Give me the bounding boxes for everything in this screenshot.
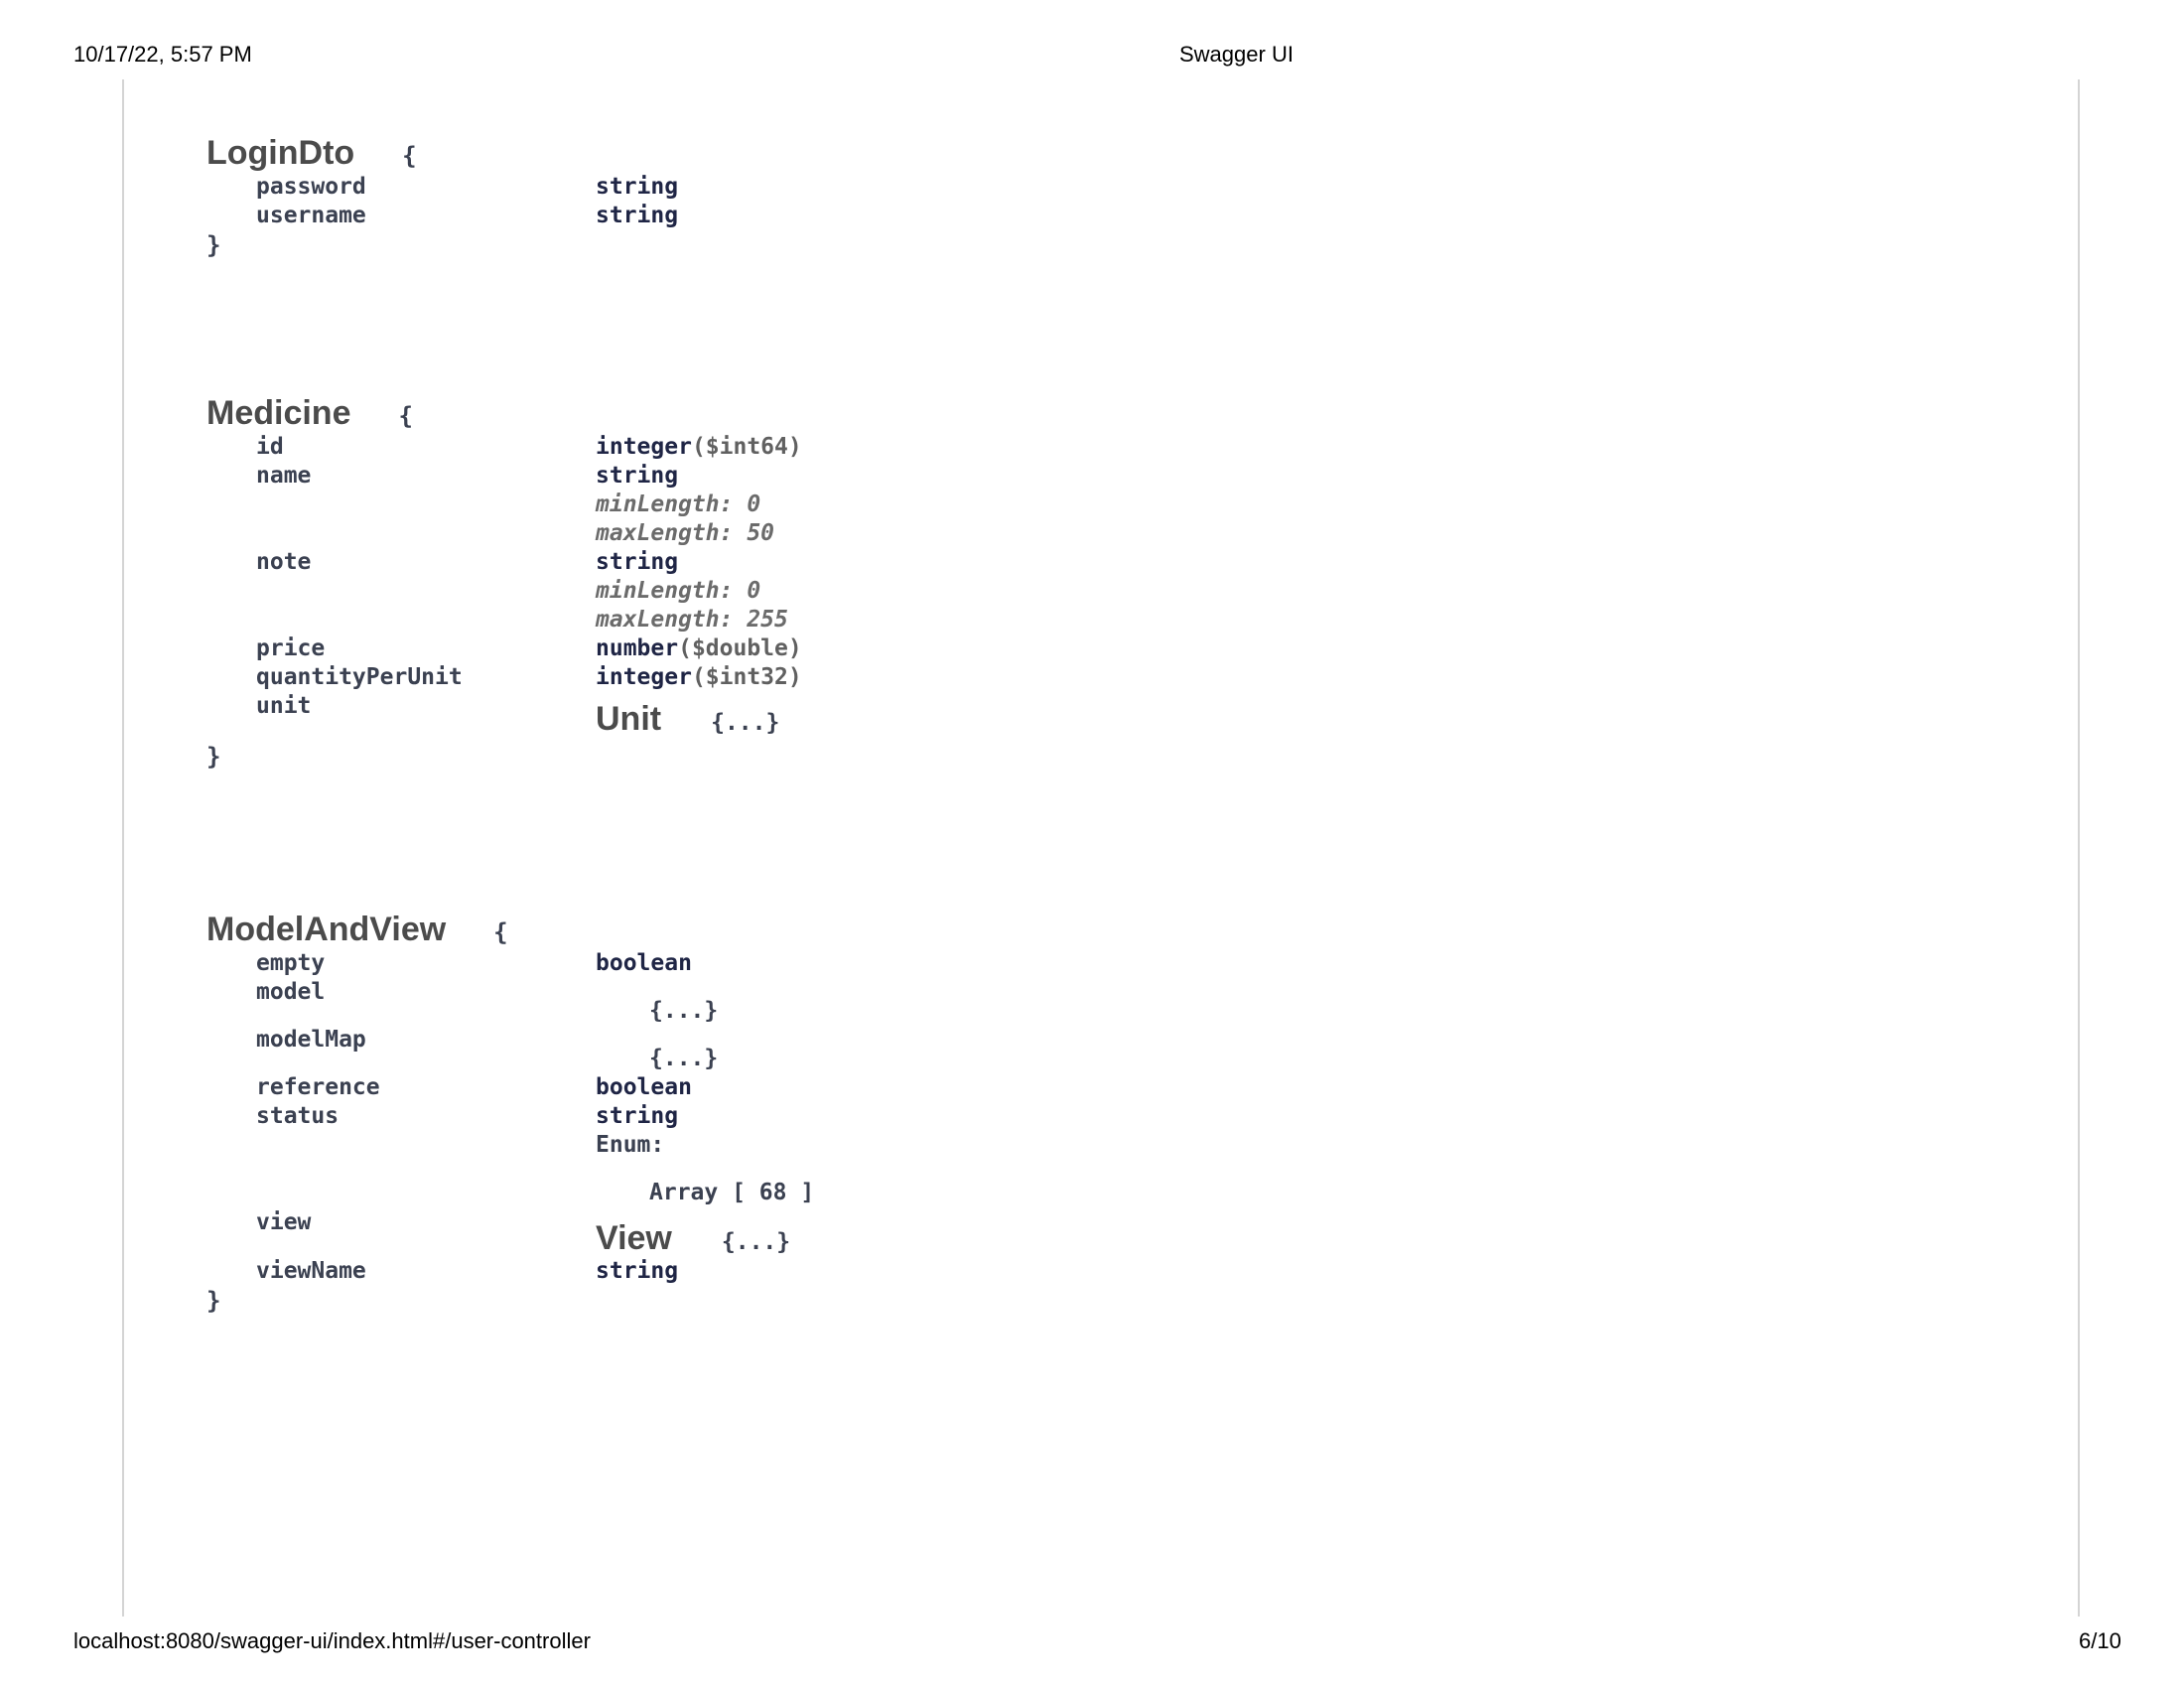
print-url: localhost:8080/swagger-ui/index.html#/user-controller bbox=[73, 1628, 591, 1653]
property-row-empty bbox=[206, 949, 814, 978]
print-page-number: 6/10 bbox=[2079, 1628, 2121, 1653]
left-divider bbox=[122, 79, 124, 1617]
property-name: modelMap bbox=[256, 1027, 366, 1053]
property-name: password bbox=[256, 174, 366, 200]
right-divider bbox=[2078, 79, 2080, 1617]
property-name: empty bbox=[256, 950, 326, 976]
property-row-note bbox=[206, 548, 802, 577]
close-brace: } bbox=[206, 231, 221, 259]
property-row bbox=[206, 173, 678, 202]
max-length: maxLength: 50 bbox=[596, 520, 775, 546]
property-name: view bbox=[256, 1209, 312, 1235]
expand-unit-toggle[interactable]: {...} bbox=[711, 710, 780, 736]
max-length: maxLength: 255 bbox=[596, 607, 788, 633]
expand-model-toggle[interactable]: {...} bbox=[649, 998, 719, 1024]
property-row-view bbox=[206, 1207, 814, 1257]
model-model-and-view[interactable] bbox=[206, 910, 814, 1316]
enum-label: Enum: bbox=[596, 1132, 665, 1158]
print-page-title: Swagger UI bbox=[1179, 42, 1294, 67]
model-medicine[interactable] bbox=[206, 393, 802, 772]
open-brace: { bbox=[493, 918, 508, 946]
property-name: unit bbox=[256, 693, 312, 719]
open-brace: { bbox=[402, 142, 417, 170]
property-row-quantity-per-unit bbox=[206, 663, 802, 692]
property-row-price bbox=[206, 634, 802, 663]
property-row-status bbox=[206, 1102, 814, 1131]
property-type: string bbox=[596, 549, 679, 575]
property-format: ($int32) bbox=[691, 664, 802, 690]
property-name: viewName bbox=[256, 1258, 366, 1284]
property-name: reference bbox=[256, 1074, 380, 1100]
property-name: model bbox=[256, 979, 326, 1005]
property-name: name bbox=[256, 463, 312, 489]
property-name: price bbox=[256, 635, 326, 661]
model-title[interactable]: ModelAndView bbox=[206, 911, 447, 948]
property-type: string bbox=[596, 174, 679, 200]
print-datetime: 10/17/22, 5:57 PM bbox=[73, 42, 252, 67]
property-row-model bbox=[206, 978, 814, 1026]
property-type: integer bbox=[596, 664, 692, 690]
property-row-model-map bbox=[206, 1026, 814, 1073]
property-name: username bbox=[256, 203, 366, 228]
min-length: minLength: 0 bbox=[596, 578, 761, 604]
property-type: integer bbox=[596, 434, 692, 460]
model-title[interactable]: LoginDto bbox=[206, 134, 355, 172]
property-type: string bbox=[596, 203, 679, 228]
property-type: boolean bbox=[596, 1074, 692, 1100]
enum-values-toggle[interactable]: Array [ 68 ] bbox=[649, 1180, 815, 1205]
expand-model-map-toggle[interactable]: {...} bbox=[649, 1046, 719, 1071]
property-type: number bbox=[596, 635, 679, 661]
model-title[interactable]: Medicine bbox=[206, 394, 351, 432]
property-type: string bbox=[596, 463, 679, 489]
min-length: minLength: 0 bbox=[596, 492, 761, 517]
expand-view-toggle[interactable]: {...} bbox=[721, 1229, 791, 1255]
property-type: string bbox=[596, 1258, 679, 1284]
property-row-view-name bbox=[206, 1257, 814, 1286]
property-row-unit bbox=[206, 692, 802, 738]
property-type: string bbox=[596, 1103, 679, 1129]
property-row-name bbox=[206, 462, 802, 491]
view-model-link[interactable]: View bbox=[596, 1219, 672, 1257]
property-row bbox=[206, 202, 678, 230]
unit-model-link[interactable]: Unit bbox=[596, 700, 662, 738]
property-format: ($double) bbox=[678, 635, 802, 661]
property-name: quantityPerUnit bbox=[256, 664, 463, 690]
close-brace: } bbox=[206, 743, 221, 771]
property-format: ($int64) bbox=[691, 434, 802, 460]
open-brace: { bbox=[398, 402, 413, 430]
close-brace: } bbox=[206, 1287, 221, 1315]
property-name: note bbox=[256, 549, 312, 575]
property-name: id bbox=[256, 434, 284, 460]
property-row-id bbox=[206, 433, 802, 462]
property-type: boolean bbox=[596, 950, 692, 976]
property-name: status bbox=[256, 1103, 340, 1129]
property-row-reference bbox=[206, 1073, 814, 1102]
model-login-dto[interactable] bbox=[206, 133, 678, 260]
